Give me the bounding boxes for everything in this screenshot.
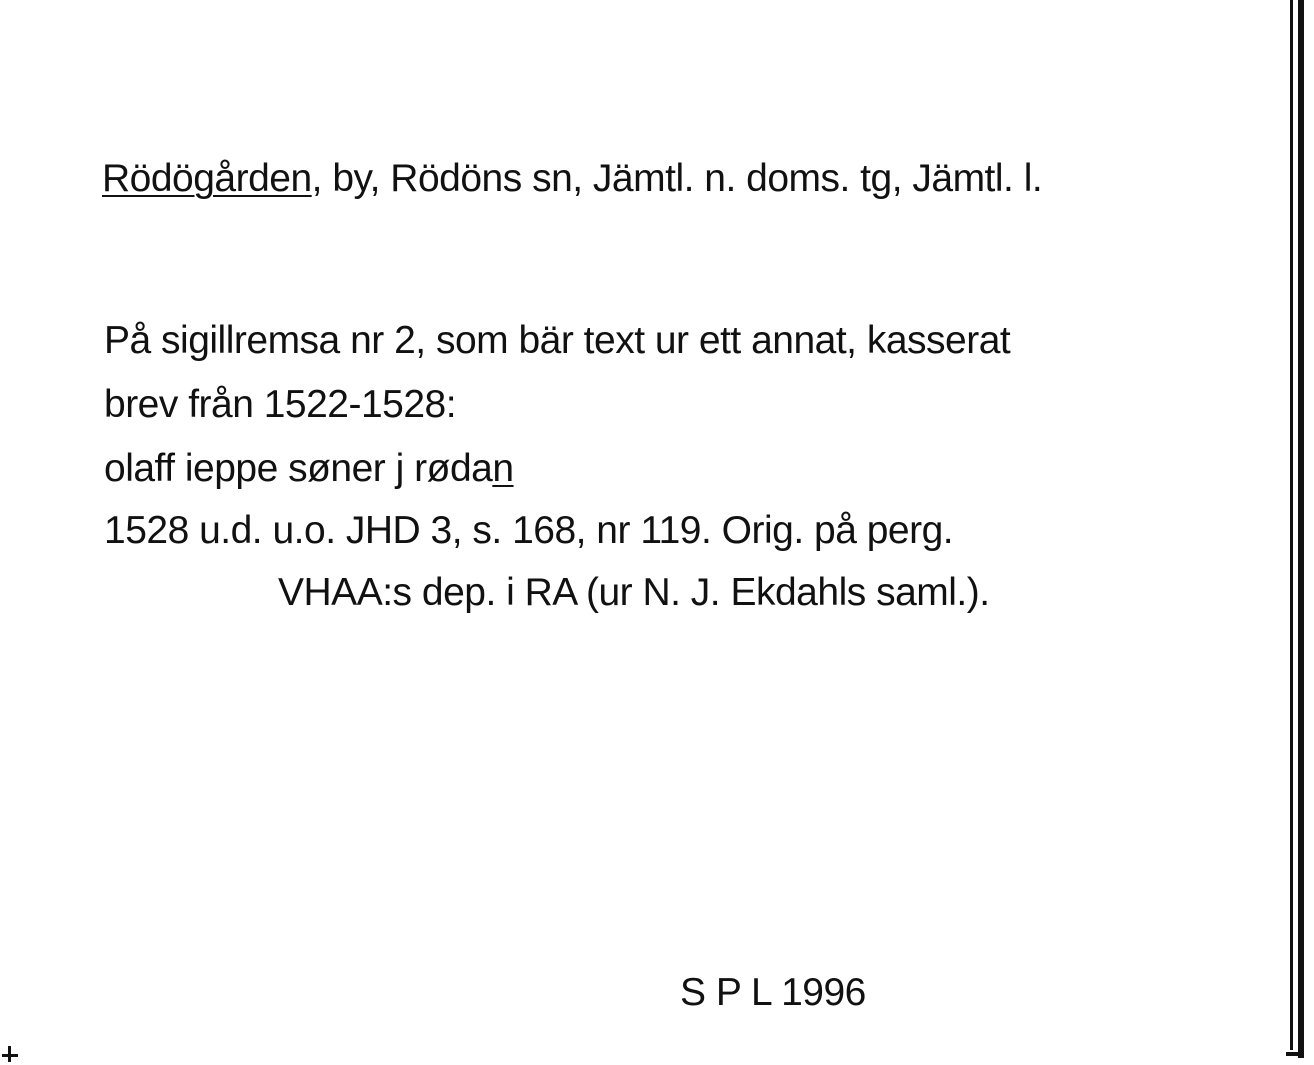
card-heading [102, 156, 1042, 202]
quote-line [104, 446, 514, 492]
citation-line-1: 1528 u.d. u.o. JHD 3, s. 168, nr 119. Orig. på perg. [104, 509, 954, 552]
body-line-2: brev från 1522-1528: [104, 383, 457, 426]
edge-tick-mark [1286, 1052, 1302, 1056]
quote-text: olaff ieppe søner j røda [104, 447, 493, 490]
card-edge-shadow [1290, 0, 1293, 1050]
headword: Rödögården [102, 157, 312, 200]
body-line-1: På sigillremsa nr 2, som bär text ur ett annat, kasserat [104, 319, 1011, 362]
quote-underlined-letter: n [492, 447, 514, 490]
corner-registration-mark [2, 1046, 18, 1062]
citation-line-2: VHAA:s dep. i RA (ur N. J. Ekdahls saml.). [278, 571, 990, 614]
card-edge-border [1298, 0, 1304, 1058]
signature: S P L 1996 [680, 971, 866, 1014]
heading-description: , by, Rödöns sn, Jämtl. n. doms. tg, Jämtl. l. [311, 157, 1043, 200]
